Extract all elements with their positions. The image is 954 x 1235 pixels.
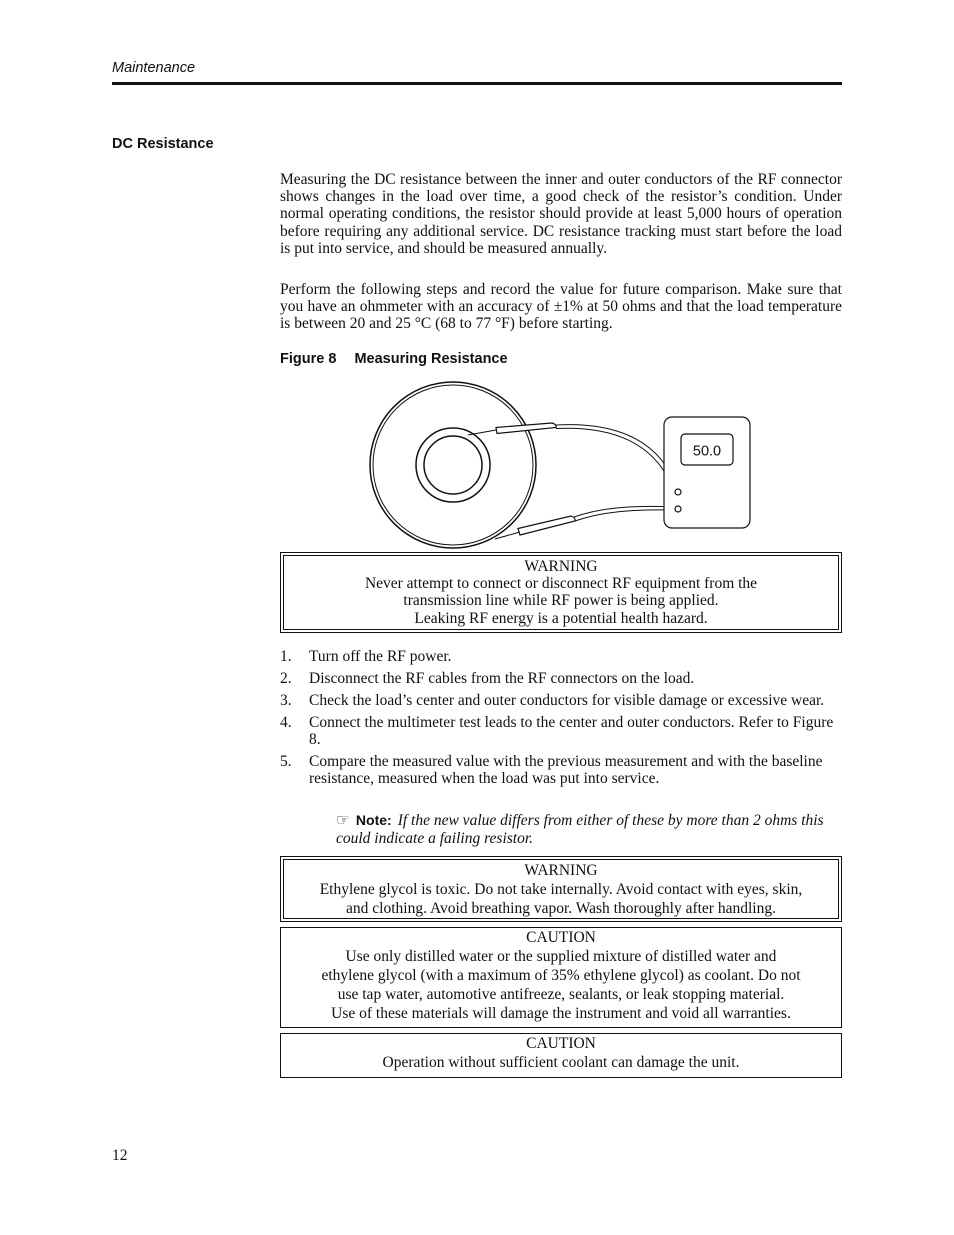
probe-tip-lower (495, 532, 520, 539)
step-number: 1. (280, 648, 292, 665)
warning-text-line: transmission line while RF power is being applied. (403, 592, 719, 610)
measuring-resistance-diagram (360, 378, 760, 552)
note-text: If the new value differs from either of these by more than 2 ohms this could indicate a failing resistor. (336, 812, 824, 847)
intro-paragraph: Measuring the DC resistance between the inner and outer conductors of the RF connector shows changes in the load over time, a good check of the resistor’s condition. Under normal operating conditions, the resistor should provide at least 5,000 hours of operation before requiring any additional service. DC resistance tracking must start before the load is put into service, and should be measured annually. (280, 171, 842, 257)
ohmmeter (664, 417, 750, 528)
note-label: Note: (355, 812, 392, 828)
warning-title: WARNING (524, 862, 598, 879)
meter-jack-lower (675, 506, 681, 512)
caution-text-line: Use only distilled water or the supplied mixture of distilled water and (345, 948, 777, 965)
caution-text-line: Use of these materials will damage the instrument and void all warranties. (331, 1005, 791, 1022)
glycol-warning-box (280, 856, 842, 922)
caution-title: CAUTION (526, 929, 596, 946)
test-lead-upper (468, 423, 678, 492)
rf-connector (370, 382, 536, 548)
running-header: Maintenance (112, 60, 196, 76)
connector-outer-ring (370, 382, 536, 548)
caution-text-line: Operation without sufficient coolant can damage the unit. (382, 1054, 740, 1071)
step-number: 2. (280, 670, 292, 687)
warning-text-line: Ethylene glycol is toxic. Do not take internally. Avoid contact with eyes, skin, (319, 881, 803, 898)
page-number: 12 (112, 1147, 128, 1164)
coolant-caution-box (280, 927, 842, 1028)
step-text: Compare the measured value with the previous measurement and with the baseline resistance, measured when the load was put into service. (309, 753, 823, 788)
step-number: 4. (280, 714, 292, 731)
lead-wire-upper-a (556, 425, 678, 491)
warning-text-line: Leaking RF energy is a potential health hazard. (414, 609, 708, 627)
step-item (280, 714, 842, 748)
figure-caption (280, 351, 508, 367)
step-text: Check the load’s center and outer conductors for visible damage or excessive wear. (309, 692, 825, 709)
lead-wire-lower-a (574, 506, 676, 517)
outer-conductor (416, 428, 490, 502)
warning-title: WARNING (524, 558, 598, 575)
step-number: 3. (280, 692, 292, 709)
section-title: DC Resistance (112, 136, 214, 152)
meter-jack-upper (675, 489, 681, 495)
step-number: 5. (280, 753, 292, 771)
step-text: Turn off the RF power. (309, 648, 452, 665)
caution-title: CAUTION (526, 1035, 596, 1052)
rf-warning-box (280, 552, 842, 633)
figure-title: Measuring Resistance (354, 351, 508, 367)
instructions-paragraph: Perform the following steps and record the value for future comparison. Make sure that you have an ohmmeter with an accuracy of ±1% at 50 ohms and that the load temperature is between 20 and 25 °C (68 to 77 °F) before starting. (280, 281, 842, 333)
step-item (280, 670, 842, 687)
step-text: Disconnect the RF cables from the RF connectors on the load. (309, 670, 695, 687)
step-item (280, 692, 842, 709)
header-rule (112, 82, 842, 85)
meter-reading: 50.0 (692, 443, 722, 460)
lead-wire-upper-b (556, 428, 674, 492)
figure-number: Figure 8 (280, 351, 337, 367)
lead-wire-lower-b (575, 510, 676, 521)
caution-text-line: use tap water, automotive antifreeze, sealants, or leak stopping material. (337, 986, 785, 1003)
note (336, 811, 836, 848)
pointing-hand-icon: ☞ (336, 812, 350, 829)
center-conductor (424, 436, 482, 494)
probe-body-lower (518, 516, 575, 535)
warning-text-line: Never attempt to connect or disconnect RF equipment from the (364, 575, 758, 593)
warning-text-line: and clothing. Avoid breathing vapor. Wash thoroughly after handling. (346, 900, 776, 917)
step-item (280, 648, 842, 665)
coolant-level-caution-box (280, 1033, 842, 1078)
step-text: Connect the multimeter test leads to the center and outer conductors. Refer to Figure 8. (309, 714, 834, 749)
connector-outer-ring-inner-edge (373, 385, 533, 545)
step-item (280, 753, 842, 787)
procedure-steps (280, 648, 842, 792)
caution-text-line: ethylene glycol (with a maximum of 35% ethylene glycol) as coolant. Do not (321, 967, 801, 984)
